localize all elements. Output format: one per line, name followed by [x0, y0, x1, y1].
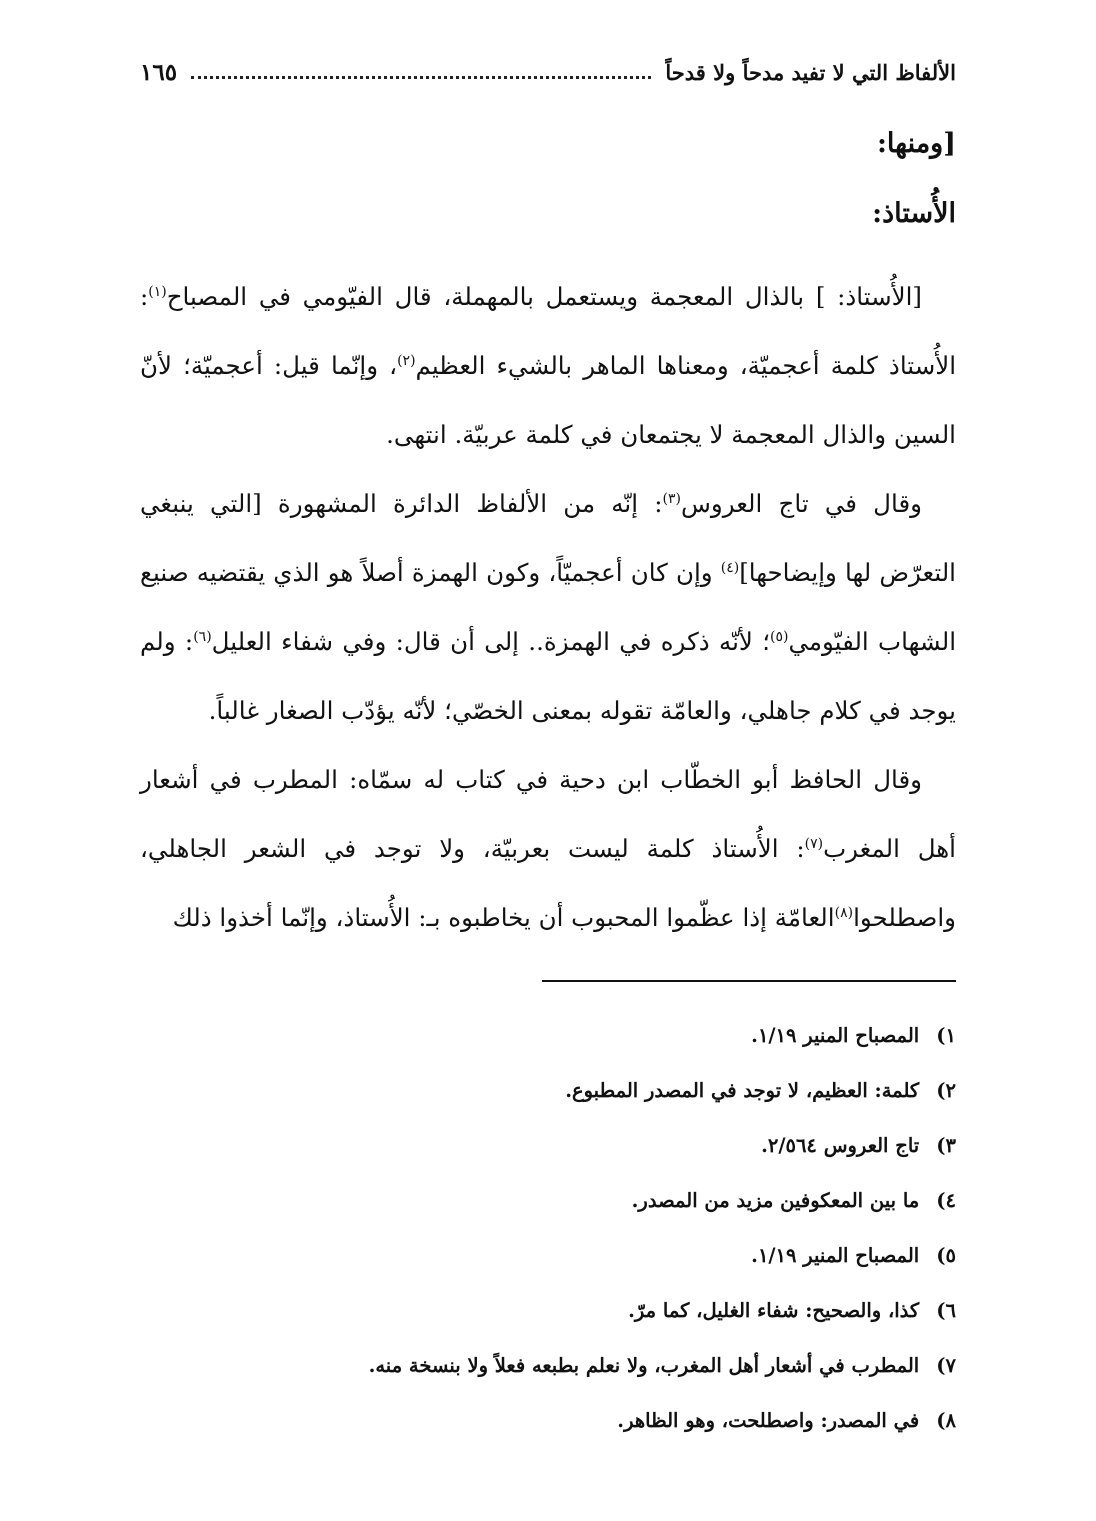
- p3-text-a: وقال الحافظ أبو الخطّاب ابن دحية في كتاب له سمّاه: المطرب في أشعار أهل المغرب: [140, 765, 956, 863]
- section-heading: [ومنها:: [876, 128, 956, 159]
- footnote-ref-8[interactable]: (٨): [834, 904, 854, 921]
- footnote-number: ٣): [936, 1134, 956, 1157]
- paragraph-3: [140, 745, 956, 952]
- footnote-ref-6[interactable]: (٦): [193, 628, 212, 645]
- p1-text-b: : الأُستاذ كلمة أعجميّة، ومعناها الماهر بالشيء العظيم: [140, 282, 956, 380]
- p1-text-c: ، وإنّما قيل: أعجميّة؛ لأنّ السين والذال المعجمة لا يجتمعان في كلمة عربيّة. انتهى.: [140, 351, 956, 449]
- main-text: [140, 262, 956, 952]
- footnote-text: ما بين المعكوفين مزيد من المصدر.: [631, 1189, 920, 1212]
- footnote-text: تاج العروس ٢/٥٦٤.: [761, 1134, 920, 1157]
- footnote-number: ٤): [936, 1189, 956, 1212]
- footnotes-list: [140, 1008, 956, 1448]
- paragraph-2: [140, 469, 956, 745]
- footnote-number: ١): [936, 1024, 956, 1047]
- running-title: الألفاظ التي لا تفيد مدحاً ولا قدحاً: [665, 59, 956, 85]
- footnote-number: ٨): [936, 1409, 956, 1432]
- p3-text-c: العامّة إذا عظّموا المحبوب أن يخاطبوه بـ: الأُستاذ، وإنّما أخذوا ذلك: [172, 903, 835, 932]
- p2-text-e: : ولم يوجد في كلام جاهلي، والعامّة تقوله بمعنى الخصّي؛ لأنّه يؤدّب الصغار غالباً.: [140, 627, 956, 725]
- footnote-ref-7[interactable]: (٧): [804, 835, 824, 852]
- p2-text-c: وإن كان أعجميّاً، وكون الهمزة أصلاً هو الذي يقتضيه صنيع الشهاب الفيّومي: [140, 558, 956, 656]
- footnote-item: [140, 1173, 956, 1228]
- p2-text-d: ؛ لأنّه ذكره في الهمزة.. إلى أن قال: وفي شفاء العليل: [211, 627, 770, 656]
- page-number: ١٦٥: [140, 58, 178, 86]
- footnote-ref-5[interactable]: (٥): [770, 628, 789, 645]
- footnote-text: كلمة: العظيم، لا توجد في المصدر المطبوع.: [565, 1079, 920, 1102]
- paragraph-1: [140, 262, 956, 469]
- entry-title: الأُستاذ:: [872, 198, 956, 229]
- p2-text-b: : إنّه من الألفاظ الدائرة المشهورة [التي ينبغي التعرّض لها وإيضاحها]: [140, 489, 956, 587]
- footnote-item: [140, 1228, 956, 1283]
- p1-text-a: [الأُستاذ: ] بالذال المعجمة ويستعمل بالمهملة، قال الفيّومي في المصباح: [166, 282, 922, 311]
- footnote-number: ٦): [936, 1299, 956, 1322]
- footnote-item: [140, 1008, 956, 1063]
- footnote-number: ٥): [936, 1244, 956, 1267]
- footnote-text: المصباح المنير ١/١٩.: [751, 1024, 920, 1047]
- footnote-number: ٢): [936, 1079, 956, 1102]
- footnote-separator: [542, 980, 956, 982]
- p2-text-a: وقال في تاج العروس: [680, 489, 922, 518]
- footnote-item: [140, 1118, 956, 1173]
- footnote-ref-1[interactable]: (١): [148, 283, 167, 300]
- footnote-item: [140, 1338, 956, 1393]
- footnote-item: [140, 1393, 956, 1448]
- footnote-text: المطرب في أشعار أهل المغرب، ولا نعلم بطبعه فعلاً ولا بنسخة منه.: [368, 1354, 920, 1377]
- footnote-ref-3[interactable]: (٣): [662, 490, 681, 507]
- footnote-text: في المصدر: واصطلحت، وهو الظاهر.: [617, 1409, 920, 1432]
- footnote-item: [140, 1283, 956, 1338]
- footnote-ref-2[interactable]: (٢): [397, 352, 416, 369]
- footnote-number: ٧): [936, 1354, 956, 1377]
- p3-text-b: : الأُستاذ كلمة ليست بعربيّة، ولا توجد في الشعر الجاهلي، واصطلحوا: [140, 834, 956, 932]
- footnote-text: المصباح المنير ١/١٩.: [751, 1244, 920, 1267]
- footnote-ref-4[interactable]: (٤): [720, 559, 740, 576]
- footnote-item: [140, 1063, 956, 1118]
- dotted-leader: [191, 76, 651, 79]
- running-header: [140, 52, 956, 92]
- footnote-text: كذا، والصحيح: شفاء الغليل، كما مرّ.: [628, 1299, 920, 1322]
